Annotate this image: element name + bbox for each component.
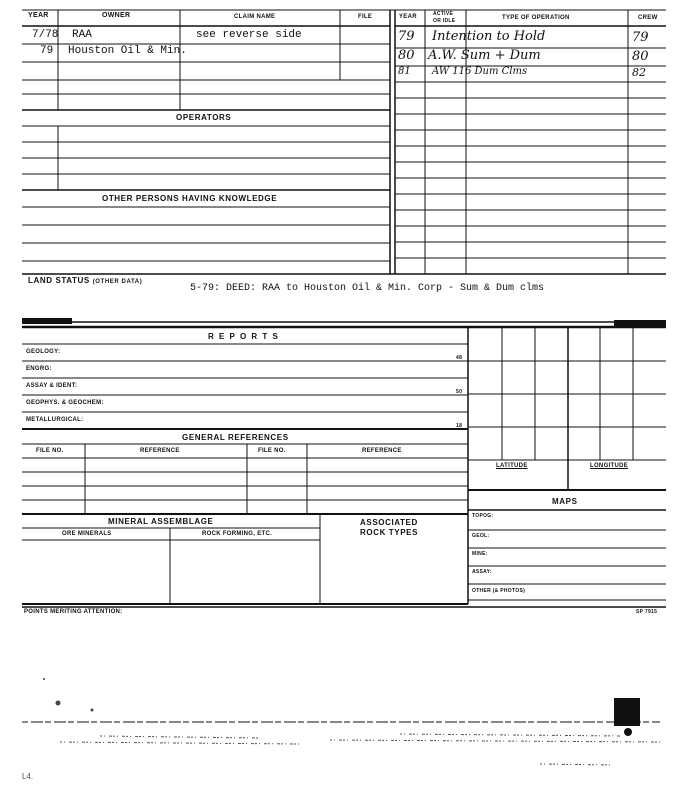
map-other-photos: OTHER (& PHOTOS) [472,588,526,594]
general-references-heading: GENERAL REFERENCES [182,433,289,442]
other-persons-heading: OTHER PERSONS HAVING KNOWLEDGE [102,194,278,203]
land-status-heading [28,276,142,285]
op-row-3-status: AW 116 Dum Clms [432,66,528,77]
land-status-label: LAND STATUS [28,276,90,285]
op-row-1-crew: 79 [632,30,649,45]
latitude-label: LATITUDE [496,463,528,469]
map-geol: GEOL: [472,533,490,539]
header-active: ACTIVE [433,11,454,17]
report-assay-num: 50 [456,389,463,395]
ref-reference-header-2: REFERENCE [362,448,402,454]
header-crew: CREW [638,15,658,21]
op-row-3-crew: 82 [632,66,646,79]
op-row-1-status: Intention to Hold [432,29,546,44]
header-type-of-operation: TYPE OF OPERATION [502,15,570,21]
report-metallurgical-num: 18 [456,423,463,429]
map-assay: ASSAY: [472,569,492,575]
op-row-2-status: A.W. Sum + Dum [428,48,541,63]
owner-row-1-owner: RAA [72,29,92,41]
maps-heading: MAPS [552,497,578,506]
op-row-2-crew: 80 [632,49,649,64]
header-claim-name: CLAIM NAME [234,14,276,20]
header-year: YEAR [28,12,49,19]
ref-file-no-header: FILE NO. [36,448,64,454]
report-metallurgical: METALLURGICAL: [26,417,84,423]
owner-row-2-owner: Houston Oil & Min. [68,45,187,57]
longitude-label: LONGITUDE [590,463,629,469]
ref-reference-header: REFERENCE [140,448,180,454]
ore-minerals-header: ORE MINERALS [62,531,112,537]
operators-heading: OPERATORS [176,113,232,122]
ref-file-no-header-2: FILE NO. [258,448,286,454]
owner-row-2-year: 79 [40,45,54,57]
map-topog: TOPOG: [472,513,494,519]
associated-heading: ASSOCIATED [360,518,418,527]
map-mine: MINE: [472,551,488,557]
mineral-assemblage-heading: MINERAL ASSEMBLAGE [108,517,214,526]
land-status-text: 5-79: DEED: RAA to Houston Oil & Min. Corp - Sum & Dum clms [190,283,545,294]
reports-heading: R E P O R T S [208,332,280,341]
points-meriting-attention: POINTS MERITING ATTENTION: [24,609,123,615]
footer-mark: L4. [22,772,34,781]
header-owner: OWNER [102,12,131,19]
op-row-3-year: 81 [398,66,411,77]
op-row-2-year: 80 [398,48,415,63]
rock-types-heading: ROCK TYPES [360,528,419,537]
header-file: FILE [358,14,373,20]
owner-row-1-year: 7/78 [32,29,59,41]
owner-row-1-claim: see reverse side [196,29,302,41]
report-assay: ASSAY & IDENT: [26,383,78,389]
op-row-1-year: 79 [398,29,415,44]
rock-forming-header: ROCK FORMING, ETC. [202,531,273,537]
report-geology: GEOLOGY: [26,349,61,355]
form-number: SP 7915 [636,609,658,615]
report-geology-num: 48 [456,355,463,361]
report-geophys: GEOPHYS. & GEOCHEM: [26,400,104,406]
report-engrg: ENGRG: [26,366,52,372]
land-status-sub: (OTHER DATA) [92,279,143,285]
header-year-2: YEAR [399,14,417,20]
header-or-idle: OR IDLE [433,18,456,24]
